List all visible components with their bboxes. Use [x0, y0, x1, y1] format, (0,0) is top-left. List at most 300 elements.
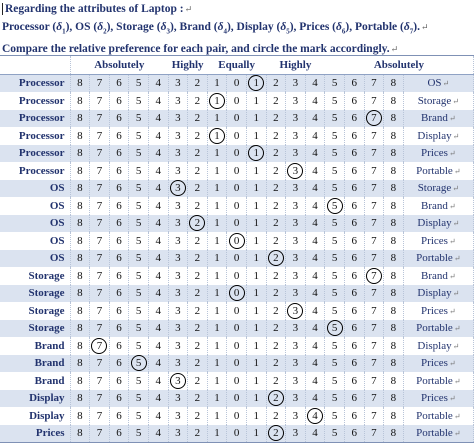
- scale-value[interactable]: 1: [246, 337, 266, 355]
- scale-value[interactable]: 8: [384, 180, 404, 198]
- scale-value[interactable]: 8: [384, 425, 404, 443]
- scale-value[interactable]: 5: [325, 267, 345, 285]
- scale-value[interactable]: 1: [207, 355, 227, 373]
- scale-value[interactable]: 7: [90, 197, 110, 215]
- scale-value[interactable]: 3: [286, 355, 306, 373]
- scale-value[interactable]: 4: [148, 145, 168, 163]
- scale-value[interactable]: 5: [325, 337, 345, 355]
- scale-value[interactable]: 5: [325, 127, 345, 145]
- scale-value[interactable]: 6: [344, 250, 364, 268]
- scale-value[interactable]: 5: [325, 180, 345, 198]
- scale-value[interactable]: 0: [227, 92, 247, 110]
- scale-value[interactable]: 8: [384, 407, 404, 425]
- scale-value[interactable]: 2: [188, 372, 208, 390]
- scale-value[interactable]: 6: [344, 337, 364, 355]
- scale-value[interactable]: 7: [90, 74, 110, 92]
- scale-value[interactable]: 5: [325, 302, 345, 320]
- scale-value[interactable]: 6: [109, 232, 129, 250]
- scale-value[interactable]: 1: [246, 320, 266, 338]
- scale-value[interactable]: [325, 320, 345, 338]
- scale-value[interactable]: 3: [168, 425, 188, 443]
- scale-value[interactable]: 1: [207, 390, 227, 408]
- scale-value[interactable]: 5: [129, 215, 149, 233]
- scale-value[interactable]: 4: [148, 267, 168, 285]
- scale-value[interactable]: 7: [364, 390, 384, 408]
- scale-value[interactable]: 8: [70, 92, 90, 110]
- scale-value[interactable]: 3: [168, 390, 188, 408]
- scale-value[interactable]: 4: [305, 127, 325, 145]
- scale-value[interactable]: 8: [384, 232, 404, 250]
- scale-value[interactable]: [325, 197, 345, 215]
- scale-value[interactable]: 3: [168, 250, 188, 268]
- scale-value[interactable]: 0: [227, 390, 247, 408]
- scale-value[interactable]: 2: [266, 92, 286, 110]
- scale-value[interactable]: 6: [109, 267, 129, 285]
- scale-value[interactable]: 4: [148, 92, 168, 110]
- scale-value[interactable]: 6: [344, 302, 364, 320]
- scale-value[interactable]: 5: [129, 267, 149, 285]
- scale-value[interactable]: 1: [246, 285, 266, 303]
- scale-value[interactable]: 2: [266, 110, 286, 128]
- scale-value[interactable]: 1: [207, 267, 227, 285]
- scale-value[interactable]: 2: [188, 110, 208, 128]
- scale-value[interactable]: 1: [246, 425, 266, 443]
- scale-value[interactable]: 8: [384, 285, 404, 303]
- scale-value[interactable]: 8: [70, 232, 90, 250]
- scale-value[interactable]: 1: [207, 110, 227, 128]
- scale-value[interactable]: 3: [168, 407, 188, 425]
- scale-value[interactable]: [266, 250, 286, 268]
- scale-value[interactable]: 5: [325, 285, 345, 303]
- scale-value[interactable]: 7: [90, 180, 110, 198]
- scale-value[interactable]: 1: [246, 390, 266, 408]
- scale-value[interactable]: [227, 285, 247, 303]
- scale-value[interactable]: 4: [305, 390, 325, 408]
- scale-value[interactable]: 7: [90, 250, 110, 268]
- scale-value[interactable]: 2: [266, 267, 286, 285]
- scale-value[interactable]: 1: [207, 74, 227, 92]
- scale-value[interactable]: 7: [364, 127, 384, 145]
- scale-value[interactable]: 5: [325, 162, 345, 180]
- scale-value[interactable]: [188, 215, 208, 233]
- scale-value[interactable]: 0: [227, 180, 247, 198]
- scale-value[interactable]: 4: [305, 197, 325, 215]
- scale-value[interactable]: 2: [266, 145, 286, 163]
- scale-value[interactable]: 8: [70, 425, 90, 443]
- scale-value[interactable]: 6: [344, 232, 364, 250]
- scale-value[interactable]: 3: [286, 232, 306, 250]
- scale-value[interactable]: 5: [129, 162, 149, 180]
- scale-value[interactable]: 6: [109, 425, 129, 443]
- scale-value[interactable]: 7: [90, 390, 110, 408]
- scale-value[interactable]: 3: [168, 302, 188, 320]
- scale-value[interactable]: 7: [90, 145, 110, 163]
- scale-value[interactable]: 5: [129, 372, 149, 390]
- scale-value[interactable]: 6: [344, 215, 364, 233]
- scale-value[interactable]: 8: [70, 197, 90, 215]
- scale-value[interactable]: 3: [168, 232, 188, 250]
- scale-value[interactable]: 6: [344, 267, 364, 285]
- scale-value[interactable]: 5: [129, 390, 149, 408]
- scale-value[interactable]: 5: [325, 110, 345, 128]
- scale-value[interactable]: 1: [246, 250, 266, 268]
- scale-value[interactable]: 1: [246, 267, 266, 285]
- scale-value[interactable]: 7: [90, 302, 110, 320]
- scale-value[interactable]: 7: [364, 355, 384, 373]
- scale-value[interactable]: 6: [344, 390, 364, 408]
- scale-value[interactable]: [305, 407, 325, 425]
- scale-value[interactable]: 6: [344, 425, 364, 443]
- scale-value[interactable]: 3: [286, 197, 306, 215]
- scale-value[interactable]: 7: [364, 197, 384, 215]
- scale-value[interactable]: 5: [129, 232, 149, 250]
- scale-value[interactable]: [246, 145, 266, 163]
- scale-value[interactable]: 4: [305, 372, 325, 390]
- scale-value[interactable]: [168, 372, 188, 390]
- scale-value[interactable]: 2: [266, 215, 286, 233]
- scale-value[interactable]: 6: [109, 145, 129, 163]
- scale-value[interactable]: 2: [188, 127, 208, 145]
- scale-value[interactable]: 1: [207, 372, 227, 390]
- scale-value[interactable]: 8: [384, 162, 404, 180]
- scale-value[interactable]: 3: [286, 390, 306, 408]
- scale-value[interactable]: 3: [286, 250, 306, 268]
- scale-value[interactable]: 0: [227, 425, 247, 443]
- scale-value[interactable]: 5: [129, 92, 149, 110]
- scale-value[interactable]: 6: [109, 127, 129, 145]
- scale-value[interactable]: 1: [207, 232, 227, 250]
- scale-value[interactable]: 3: [286, 320, 306, 338]
- scale-value[interactable]: 5: [129, 74, 149, 92]
- scale-value[interactable]: [286, 162, 306, 180]
- scale-value[interactable]: 5: [325, 145, 345, 163]
- scale-value[interactable]: 1: [246, 110, 266, 128]
- scale-value[interactable]: 2: [266, 355, 286, 373]
- scale-value[interactable]: [266, 425, 286, 443]
- scale-value[interactable]: 0: [227, 110, 247, 128]
- scale-value[interactable]: 7: [364, 180, 384, 198]
- scale-value[interactable]: 6: [344, 92, 364, 110]
- scale-value[interactable]: 3: [286, 127, 306, 145]
- scale-value[interactable]: 1: [246, 180, 266, 198]
- scale-value[interactable]: 7: [90, 215, 110, 233]
- scale-value[interactable]: 8: [70, 320, 90, 338]
- scale-value[interactable]: 6: [109, 337, 129, 355]
- scale-value[interactable]: 6: [344, 162, 364, 180]
- scale-value[interactable]: 3: [168, 355, 188, 373]
- scale-value[interactable]: 1: [207, 180, 227, 198]
- scale-value[interactable]: 4: [305, 162, 325, 180]
- scale-value[interactable]: 4: [148, 320, 168, 338]
- scale-value[interactable]: 6: [109, 162, 129, 180]
- scale-value[interactable]: 7: [90, 425, 110, 443]
- scale-value[interactable]: 0: [227, 372, 247, 390]
- scale-value[interactable]: 6: [109, 302, 129, 320]
- scale-value[interactable]: [364, 267, 384, 285]
- scale-value[interactable]: 2: [188, 302, 208, 320]
- scale-value[interactable]: 6: [109, 355, 129, 373]
- scale-value[interactable]: 1: [207, 285, 227, 303]
- scale-value[interactable]: 2: [188, 407, 208, 425]
- scale-value[interactable]: 8: [70, 74, 90, 92]
- scale-value[interactable]: 7: [364, 250, 384, 268]
- scale-value[interactable]: 1: [207, 407, 227, 425]
- scale-value[interactable]: 8: [70, 180, 90, 198]
- scale-value[interactable]: 3: [168, 127, 188, 145]
- scale-value[interactable]: 5: [325, 215, 345, 233]
- scale-value[interactable]: 1: [246, 372, 266, 390]
- scale-value[interactable]: 8: [70, 355, 90, 373]
- scale-value[interactable]: 2: [188, 74, 208, 92]
- scale-value[interactable]: 2: [188, 180, 208, 198]
- scale-value[interactable]: 3: [286, 74, 306, 92]
- scale-value[interactable]: 6: [344, 127, 364, 145]
- scale-value[interactable]: 5: [129, 250, 149, 268]
- scale-value[interactable]: 3: [286, 285, 306, 303]
- scale-value[interactable]: 8: [384, 267, 404, 285]
- scale-value[interactable]: 1: [246, 92, 266, 110]
- scale-value[interactable]: 5: [129, 407, 149, 425]
- scale-value[interactable]: 4: [305, 145, 325, 163]
- scale-value[interactable]: 2: [266, 372, 286, 390]
- scale-value[interactable]: 2: [266, 180, 286, 198]
- scale-value[interactable]: 4: [148, 425, 168, 443]
- scale-value[interactable]: 3: [286, 425, 306, 443]
- scale-value[interactable]: 6: [109, 215, 129, 233]
- scale-value[interactable]: 7: [364, 215, 384, 233]
- scale-value[interactable]: 7: [90, 372, 110, 390]
- scale-value[interactable]: 1: [207, 320, 227, 338]
- scale-value[interactable]: 3: [168, 92, 188, 110]
- scale-value[interactable]: 4: [305, 355, 325, 373]
- scale-value[interactable]: 6: [109, 407, 129, 425]
- scale-value[interactable]: 3: [168, 285, 188, 303]
- scale-value[interactable]: 2: [266, 337, 286, 355]
- scale-value[interactable]: 4: [148, 250, 168, 268]
- scale-value[interactable]: 4: [305, 215, 325, 233]
- scale-value[interactable]: 1: [207, 162, 227, 180]
- scale-value[interactable]: 0: [227, 355, 247, 373]
- scale-value[interactable]: 0: [227, 197, 247, 215]
- scale-value[interactable]: 5: [325, 390, 345, 408]
- scale-value[interactable]: 1: [207, 197, 227, 215]
- scale-value[interactable]: 8: [384, 372, 404, 390]
- scale-value[interactable]: 8: [70, 267, 90, 285]
- scale-value[interactable]: 0: [227, 74, 247, 92]
- scale-value[interactable]: 7: [90, 110, 110, 128]
- scale-value[interactable]: 8: [70, 215, 90, 233]
- scale-value[interactable]: [266, 390, 286, 408]
- scale-value[interactable]: 4: [305, 302, 325, 320]
- scale-value[interactable]: 2: [188, 250, 208, 268]
- scale-value[interactable]: 2: [266, 232, 286, 250]
- scale-value[interactable]: 4: [148, 74, 168, 92]
- scale-value[interactable]: 6: [344, 197, 364, 215]
- scale-value[interactable]: 1: [246, 215, 266, 233]
- scale-value[interactable]: 8: [384, 127, 404, 145]
- scale-value[interactable]: 6: [344, 320, 364, 338]
- scale-value[interactable]: 8: [70, 145, 90, 163]
- scale-value[interactable]: [207, 92, 227, 110]
- scale-value[interactable]: 6: [344, 180, 364, 198]
- scale-value[interactable]: 7: [364, 320, 384, 338]
- scale-value[interactable]: 5: [129, 127, 149, 145]
- scale-value[interactable]: 2: [188, 267, 208, 285]
- scale-value[interactable]: 7: [364, 92, 384, 110]
- scale-value[interactable]: 2: [266, 302, 286, 320]
- scale-value[interactable]: 3: [286, 337, 306, 355]
- scale-value[interactable]: 7: [364, 285, 384, 303]
- scale-value[interactable]: 8: [384, 337, 404, 355]
- scale-value[interactable]: 4: [305, 337, 325, 355]
- scale-value[interactable]: 3: [168, 320, 188, 338]
- scale-value[interactable]: 7: [364, 74, 384, 92]
- scale-value[interactable]: [227, 232, 247, 250]
- scale-value[interactable]: 2: [188, 337, 208, 355]
- scale-value[interactable]: 8: [70, 285, 90, 303]
- scale-value[interactable]: 3: [168, 215, 188, 233]
- scale-value[interactable]: 5: [325, 407, 345, 425]
- scale-value[interactable]: 7: [364, 162, 384, 180]
- scale-value[interactable]: 8: [70, 372, 90, 390]
- scale-value[interactable]: 2: [188, 285, 208, 303]
- scale-value[interactable]: 5: [325, 355, 345, 373]
- scale-value[interactable]: 4: [148, 232, 168, 250]
- scale-value[interactable]: 3: [168, 337, 188, 355]
- scale-value[interactable]: 1: [207, 337, 227, 355]
- scale-value[interactable]: 8: [384, 110, 404, 128]
- scale-value[interactable]: 4: [148, 110, 168, 128]
- scale-value[interactable]: 4: [305, 232, 325, 250]
- scale-value[interactable]: 6: [344, 372, 364, 390]
- scale-value[interactable]: 7: [90, 267, 110, 285]
- scale-value[interactable]: 3: [168, 145, 188, 163]
- scale-value[interactable]: 5: [129, 320, 149, 338]
- scale-value[interactable]: [90, 337, 110, 355]
- scale-value[interactable]: 5: [129, 180, 149, 198]
- scale-value[interactable]: 4: [305, 267, 325, 285]
- scale-value[interactable]: 7: [364, 232, 384, 250]
- scale-value[interactable]: 6: [344, 145, 364, 163]
- scale-value[interactable]: 2: [266, 74, 286, 92]
- scale-value[interactable]: 2: [188, 390, 208, 408]
- scale-value[interactable]: 4: [148, 162, 168, 180]
- scale-value[interactable]: 3: [286, 267, 306, 285]
- scale-value[interactable]: 6: [109, 390, 129, 408]
- scale-value[interactable]: [207, 127, 227, 145]
- scale-value[interactable]: 0: [227, 250, 247, 268]
- scale-value[interactable]: 4: [148, 372, 168, 390]
- scale-value[interactable]: 3: [286, 407, 306, 425]
- scale-value[interactable]: 2: [266, 320, 286, 338]
- scale-value[interactable]: 7: [90, 162, 110, 180]
- scale-value[interactable]: 0: [227, 145, 247, 163]
- scale-value[interactable]: 4: [148, 180, 168, 198]
- scale-value[interactable]: 1: [246, 232, 266, 250]
- scale-value[interactable]: 1: [246, 127, 266, 145]
- scale-value[interactable]: [168, 180, 188, 198]
- scale-value[interactable]: 3: [286, 92, 306, 110]
- scale-value[interactable]: 8: [384, 92, 404, 110]
- scale-value[interactable]: 4: [305, 180, 325, 198]
- scale-value[interactable]: 4: [305, 320, 325, 338]
- scale-value[interactable]: 3: [168, 267, 188, 285]
- scale-value[interactable]: 2: [266, 127, 286, 145]
- scale-value[interactable]: 2: [266, 197, 286, 215]
- scale-value[interactable]: 4: [148, 127, 168, 145]
- scale-value[interactable]: 6: [344, 110, 364, 128]
- scale-value[interactable]: 8: [384, 302, 404, 320]
- scale-value[interactable]: 4: [148, 215, 168, 233]
- scale-value[interactable]: 4: [148, 390, 168, 408]
- scale-value[interactable]: 8: [70, 162, 90, 180]
- scale-value[interactable]: 4: [305, 425, 325, 443]
- scale-value[interactable]: 7: [90, 92, 110, 110]
- scale-value[interactable]: 5: [325, 425, 345, 443]
- scale-value[interactable]: 0: [227, 302, 247, 320]
- scale-value[interactable]: [364, 110, 384, 128]
- scale-value[interactable]: 8: [384, 197, 404, 215]
- scale-value[interactable]: 0: [227, 267, 247, 285]
- scale-value[interactable]: [246, 74, 266, 92]
- scale-value[interactable]: 3: [168, 74, 188, 92]
- scale-value[interactable]: 8: [70, 302, 90, 320]
- scale-value[interactable]: 5: [129, 425, 149, 443]
- scale-value[interactable]: 2: [188, 355, 208, 373]
- scale-value[interactable]: 4: [305, 250, 325, 268]
- scale-value[interactable]: 7: [364, 337, 384, 355]
- scale-value[interactable]: 1: [246, 197, 266, 215]
- scale-value[interactable]: 8: [70, 407, 90, 425]
- scale-value[interactable]: 7: [364, 145, 384, 163]
- scale-value[interactable]: 5: [129, 145, 149, 163]
- scale-value[interactable]: 8: [384, 145, 404, 163]
- scale-value[interactable]: 8: [70, 127, 90, 145]
- scale-value[interactable]: 5: [325, 74, 345, 92]
- scale-value[interactable]: 7: [90, 285, 110, 303]
- scale-value[interactable]: 6: [109, 250, 129, 268]
- scale-value[interactable]: 6: [109, 180, 129, 198]
- scale-value[interactable]: 7: [90, 127, 110, 145]
- scale-value[interactable]: 6: [109, 92, 129, 110]
- scale-value[interactable]: 4: [148, 355, 168, 373]
- scale-value[interactable]: 2: [188, 197, 208, 215]
- scale-value[interactable]: 8: [70, 337, 90, 355]
- scale-value[interactable]: 7: [90, 232, 110, 250]
- scale-value[interactable]: 3: [286, 215, 306, 233]
- scale-value[interactable]: 4: [305, 285, 325, 303]
- scale-value[interactable]: 7: [90, 355, 110, 373]
- scale-value[interactable]: 6: [109, 372, 129, 390]
- scale-value[interactable]: 0: [227, 337, 247, 355]
- scale-value[interactable]: 7: [364, 302, 384, 320]
- scale-value[interactable]: 2: [188, 232, 208, 250]
- scale-value[interactable]: 2: [266, 285, 286, 303]
- scale-value[interactable]: 0: [227, 127, 247, 145]
- scale-value[interactable]: 8: [384, 390, 404, 408]
- scale-value[interactable]: 5: [325, 92, 345, 110]
- scale-value[interactable]: 4: [305, 74, 325, 92]
- scale-value[interactable]: 6: [344, 285, 364, 303]
- scale-value[interactable]: 1: [246, 302, 266, 320]
- scale-value[interactable]: 6: [109, 74, 129, 92]
- scale-value[interactable]: 8: [384, 74, 404, 92]
- scale-value[interactable]: 7: [90, 407, 110, 425]
- scale-value[interactable]: 7: [364, 425, 384, 443]
- scale-value[interactable]: 4: [148, 302, 168, 320]
- scale-value[interactable]: 8: [70, 250, 90, 268]
- scale-value[interactable]: 1: [207, 302, 227, 320]
